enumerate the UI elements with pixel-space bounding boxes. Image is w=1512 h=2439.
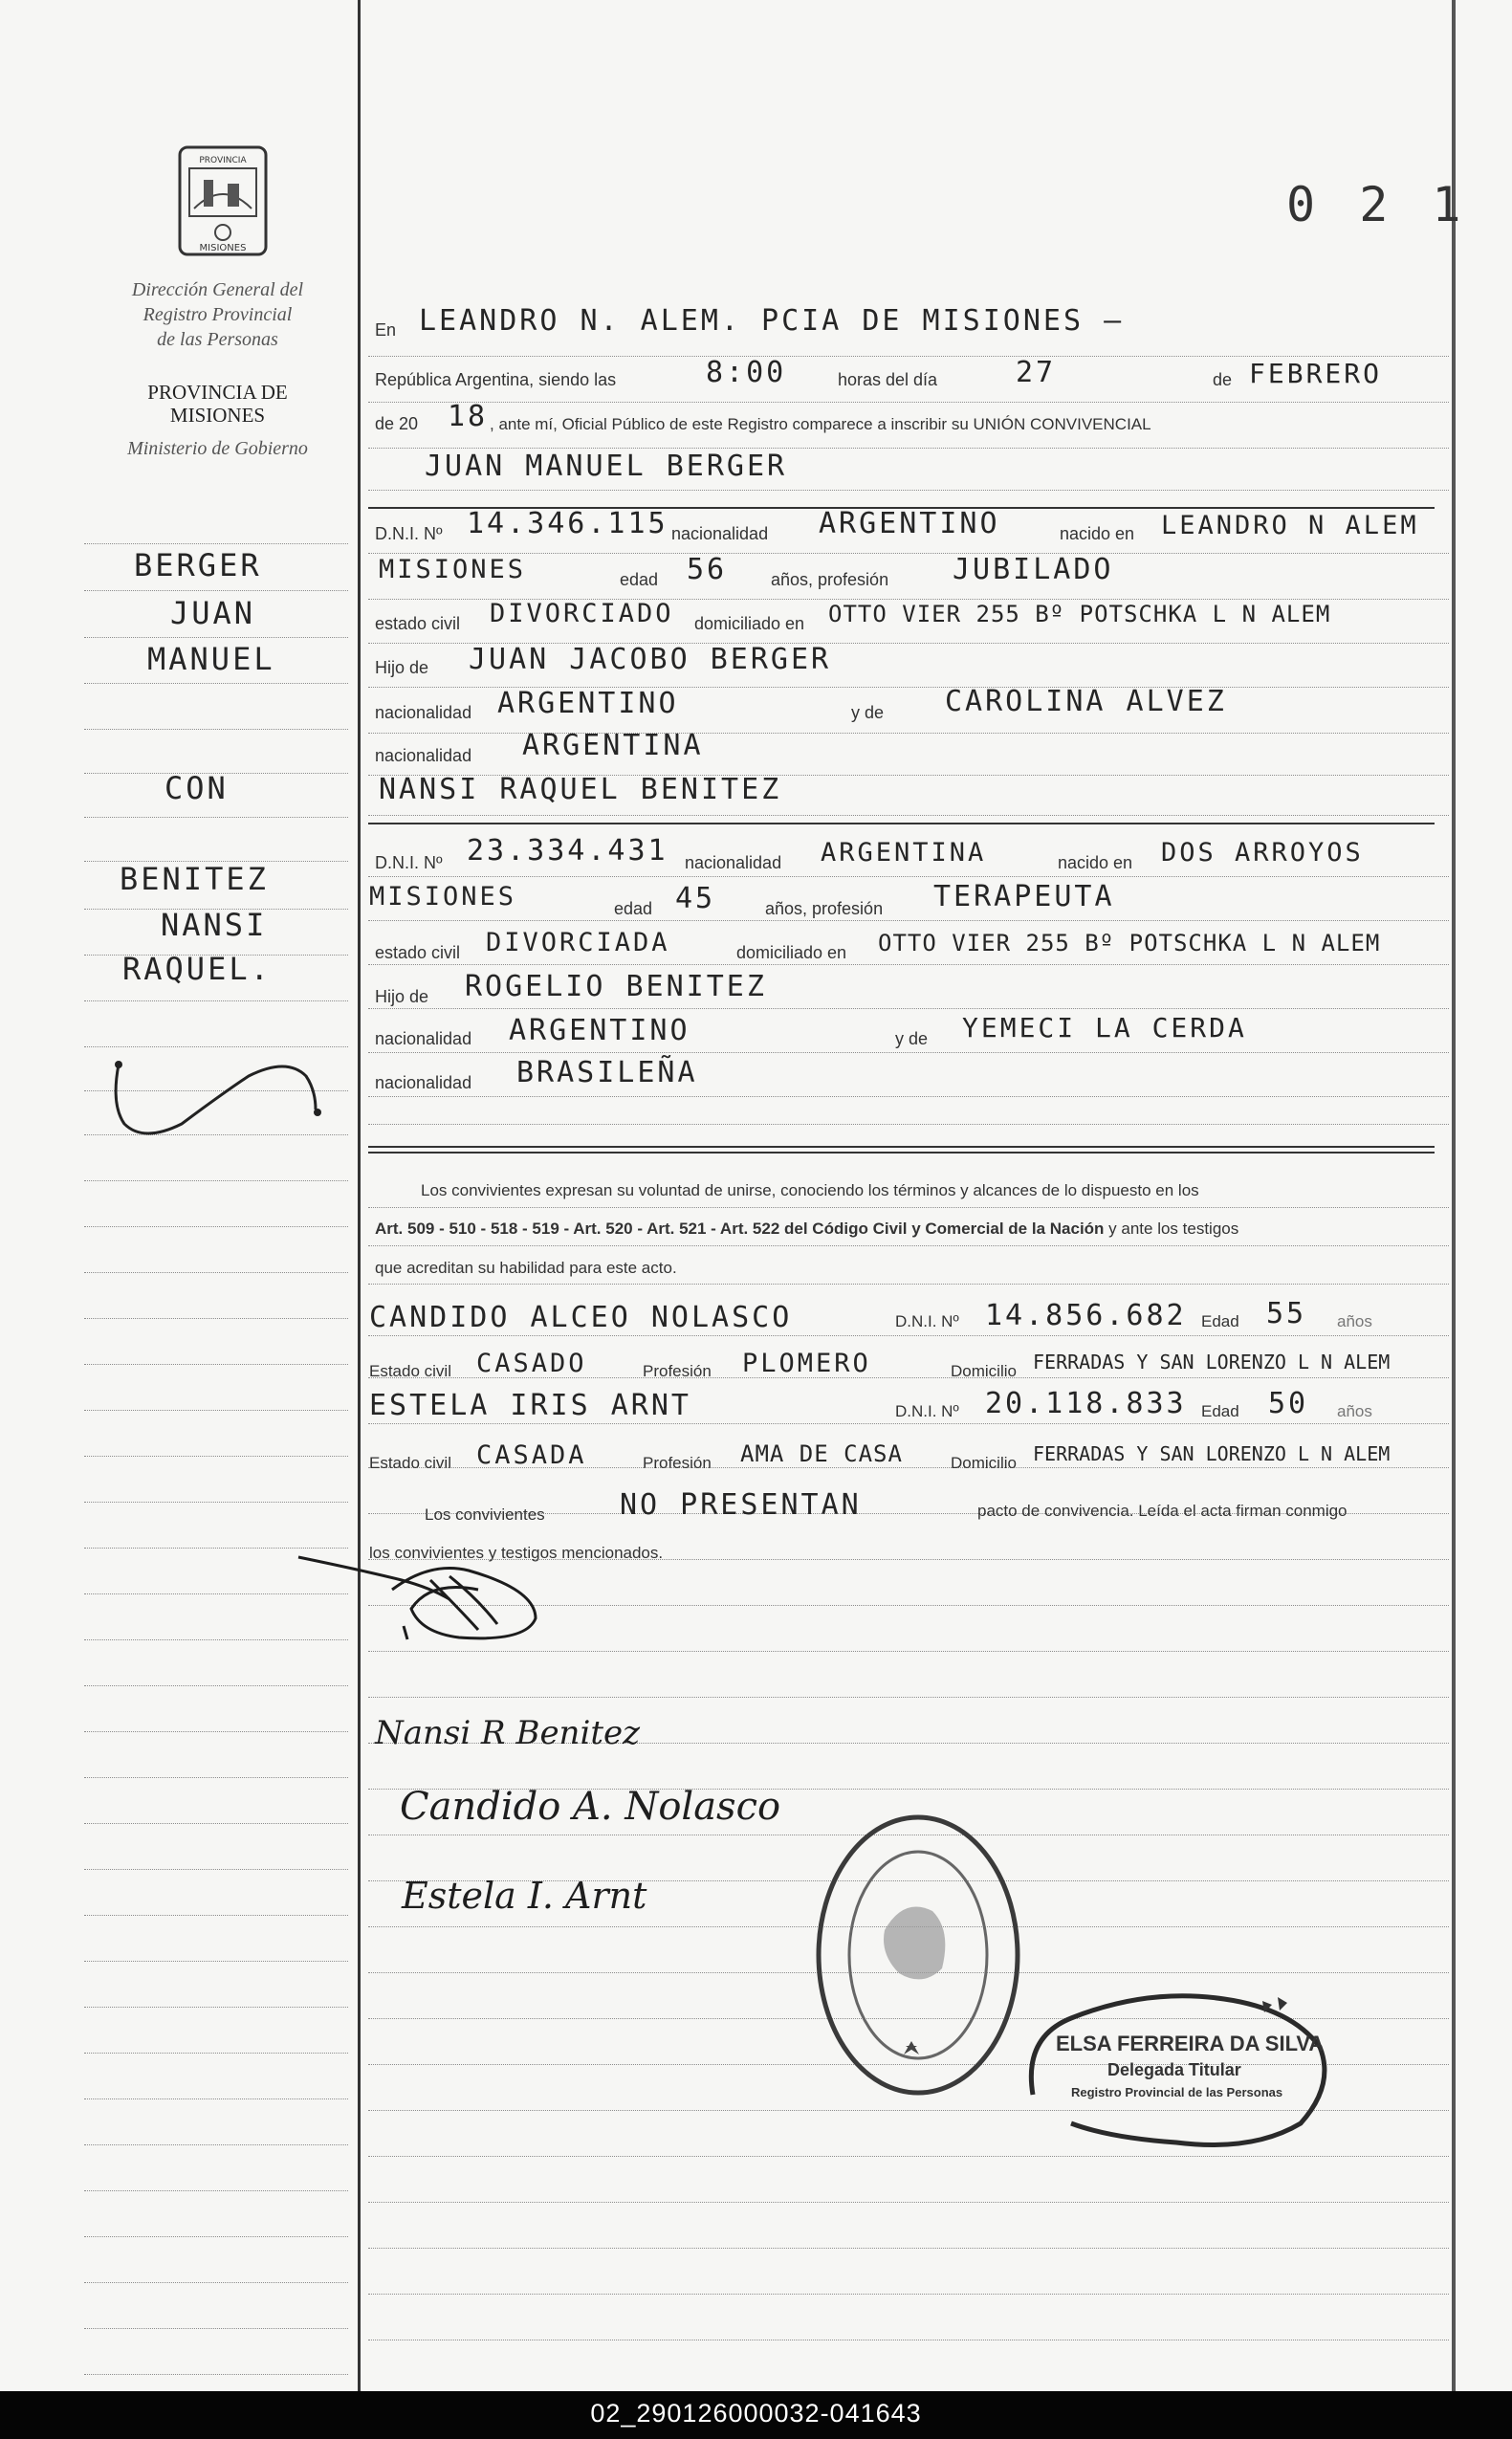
official-registry: Registro Provincial de las Personas xyxy=(1071,2085,1283,2099)
place-of-record: LEANDRO N. ALEM. PCIA DE MISIONES — xyxy=(419,304,1125,338)
person2-profession: TERAPEUTA xyxy=(933,880,1115,913)
declaration-line-1: Los convivientes expresan su voluntad de unirse, conociendo los términos y alcances de lo dispuesto en los xyxy=(421,1181,1199,1199)
label-en: En xyxy=(375,320,397,340)
person2-civil-status: DIVORCIADA xyxy=(486,928,670,957)
label-profesion-w2: Profesión xyxy=(643,1454,712,1472)
label-pacto-lead: Los convivientes xyxy=(425,1505,545,1524)
label-hijo-de-2: Hijo de xyxy=(375,987,429,1006)
label-domiciliado-2: domiciliado en xyxy=(736,943,847,962)
registry-seal-icon xyxy=(808,1806,1028,2104)
signature-1-icon xyxy=(287,1542,564,1647)
label-dni-1: D.N.I. Nº xyxy=(375,524,443,543)
label-dni-w1: D.N.I. Nº xyxy=(895,1312,959,1330)
margin-middlename-2: RAQUEL. xyxy=(122,951,272,987)
record-year: 18 xyxy=(448,400,489,433)
margin-divider xyxy=(358,0,361,2391)
person1-full-name: JUAN MANUEL BERGER xyxy=(425,450,788,483)
witness1-name: CANDIDO ALCEO NOLASCO xyxy=(369,1301,793,1334)
record-month: FEBRERO xyxy=(1249,358,1383,389)
label-estado-civil-w1: Estado civil xyxy=(369,1362,451,1380)
ministry-name: Ministerio de Gobierno xyxy=(127,438,308,459)
witness2-civil-status: CASADA xyxy=(476,1440,587,1470)
person2-mother-nationality: BRASILEÑA xyxy=(516,1056,698,1089)
page-number: 0 2 1 xyxy=(1286,177,1469,232)
label-nacionalidad-1: nacionalidad xyxy=(671,524,769,543)
label-domicilio-w1: Domicilio xyxy=(951,1362,1017,1380)
official-title: Delegada Titular xyxy=(1107,2060,1241,2079)
label-profesion-1: años, profesión xyxy=(771,570,889,589)
label-hijo-de-1: Hijo de xyxy=(375,658,429,677)
label-domicilio-w2: Domicilio xyxy=(951,1454,1017,1472)
scan-footer-code: 02_290126000032-041643 xyxy=(590,2399,922,2428)
label-estado-civil-w2: Estado civil xyxy=(369,1454,451,1472)
declaration-line-2: Art. 509 - 510 - 518 - 519 - Art. 520 - Art. 521 - Art. 522 del Código Civil y Comercial de la Nación y ante los testigos xyxy=(375,1220,1239,1238)
label-estado-civil-1: estado civil xyxy=(375,614,461,633)
label-profesion-2: años, profesión xyxy=(765,899,884,918)
label-anos-w2: años xyxy=(1337,1402,1372,1420)
witness2-dni: 20.118.833 xyxy=(985,1387,1187,1420)
person2-father-nationality: ARGENTINO xyxy=(509,1014,690,1047)
closing-line: los convivientes y testigos mencionados. xyxy=(369,1544,664,1562)
declaration-line-3: que acreditan su habilidad para este acto. xyxy=(375,1259,677,1277)
margin-signature-icon xyxy=(105,1057,335,1143)
label-de20: de 20 xyxy=(375,414,419,433)
label-nacionalidad-mother-2: nacionalidad xyxy=(375,1073,472,1092)
witness2-name: ESTELA IRIS ARNT xyxy=(369,1389,691,1422)
crest-top-label: PROVINCIA xyxy=(199,156,247,165)
label-nacionalidad-father-1: nacionalidad xyxy=(375,703,472,722)
person1-father: JUAN JACOBO BERGER xyxy=(469,643,832,676)
witness1-age: 55 xyxy=(1266,1297,1307,1330)
sheet-edge xyxy=(1452,0,1456,2391)
label-dni-2: D.N.I. Nº xyxy=(375,853,443,872)
label-nacido-2: nacido en xyxy=(1058,853,1133,872)
signature-3: Candido A. Nolasco xyxy=(400,1785,781,1829)
person1-mother: CAROLINA ALVEZ xyxy=(945,685,1227,718)
margin-firstname-2: NANSI xyxy=(161,907,268,943)
person2-nationality: ARGENTINA xyxy=(821,838,987,868)
person2-full-name: NANSI RAQUEL BENITEZ xyxy=(379,773,782,806)
signature-2: Nansi R Benitez xyxy=(375,1714,641,1752)
witness1-address: FERRADAS Y SAN LORENZO L N ALEM xyxy=(1033,1351,1391,1373)
witness2-address: FERRADAS Y SAN LORENZO L N ALEM xyxy=(1033,1442,1391,1465)
witness1-profession: PLOMERO xyxy=(742,1349,871,1378)
person2-birthplace: DOS ARROYOS xyxy=(1161,838,1364,868)
province-crest-icon xyxy=(170,142,275,266)
label-anos-w1: años xyxy=(1337,1312,1372,1330)
person1-address: OTTO VIER 255 Bº POTSCHKA L N ALEM xyxy=(828,601,1331,627)
person1-dni: 14.346.115 xyxy=(467,507,668,540)
label-nacionalidad-2: nacionalidad xyxy=(685,853,782,872)
margin-middlename-1: MANUEL xyxy=(147,641,275,677)
person2-address: OTTO VIER 255 Bº POTSCHKA L N ALEM xyxy=(878,930,1381,956)
margin-con: CON xyxy=(164,770,229,806)
record-day: 27 xyxy=(1016,356,1057,389)
label-edad-w1: Edad xyxy=(1201,1312,1239,1330)
witness1-civil-status: CASADO xyxy=(476,1349,587,1378)
label-comparece: , ante mí, Oficial Público de este Registro comparece a inscribir su UNIÓN CONVIVENCIAL xyxy=(490,415,1151,433)
person2-age: 45 xyxy=(675,882,716,915)
label-edad-2: edad xyxy=(614,899,653,918)
margin-surname-1: BERGER xyxy=(134,547,262,583)
pact-status: NO PRESENTAN xyxy=(620,1488,862,1522)
person1-profession: JUBILADO xyxy=(953,553,1114,586)
person1-civil-status: DIVORCIADO xyxy=(490,599,674,628)
official-name: ELSA FERREIRA DA SILVA xyxy=(1056,2032,1325,2055)
person1-father-nationality: ARGENTINO xyxy=(497,687,679,720)
signature-4: Estela I. Arnt xyxy=(402,1875,647,1917)
label-horas: horas del día xyxy=(838,370,938,389)
person1-mother-nationality: ARGENTINA xyxy=(522,729,704,762)
label-nacionalidad-mother-1: nacionalidad xyxy=(375,746,472,765)
province-name: PROVINCIA DE MISIONES xyxy=(147,381,288,427)
label-nacionalidad-father-2: nacionalidad xyxy=(375,1029,472,1048)
person1-birthplace: LEANDRO N ALEM xyxy=(1161,511,1419,540)
crest-bottom-label: MISIONES xyxy=(199,243,247,253)
record-hour: 8:00 xyxy=(706,356,787,389)
witness1-dni: 14.856.682 xyxy=(985,1299,1187,1332)
label-y-de-2: y de xyxy=(895,1029,929,1048)
witness2-age: 50 xyxy=(1268,1387,1309,1420)
label-domiciliado-1: domiciliado en xyxy=(694,614,805,633)
person2-dni: 23.334.431 xyxy=(467,834,668,868)
person1-nationality: ARGENTINO xyxy=(819,507,1000,540)
person1-birthplace-province: MISIONES xyxy=(379,555,527,584)
label-y-de-1: y de xyxy=(851,703,885,722)
label-dni-w2: D.N.I. Nº xyxy=(895,1402,959,1420)
label-profesion-w1: Profesión xyxy=(643,1362,712,1380)
witness2-profession: AMA DE CASA xyxy=(740,1440,903,1467)
label-estado-civil-2: estado civil xyxy=(375,943,461,962)
label-republica: República Argentina, siendo las xyxy=(375,370,617,389)
label-edad-1: edad xyxy=(620,570,659,589)
margin-firstname-1: JUAN xyxy=(170,595,256,631)
issuing-office: Dirección General del Registro Provincial de las Personas xyxy=(131,279,304,350)
label-pacto-rest: pacto de convivencia. Leída el acta firman conmigo xyxy=(977,1502,1348,1520)
person2-father: ROGELIO BENITEZ xyxy=(465,970,767,1003)
person2-birthplace-province: MISIONES xyxy=(369,882,517,912)
label-nacido-1: nacido en xyxy=(1060,524,1135,543)
label-de-month: de xyxy=(1213,370,1233,389)
person2-mother: YEMECI LA CERDA xyxy=(962,1012,1247,1044)
person1-age: 56 xyxy=(687,553,728,586)
margin-surname-2: BENITEZ xyxy=(120,861,269,897)
label-edad-w2: Edad xyxy=(1201,1402,1239,1420)
